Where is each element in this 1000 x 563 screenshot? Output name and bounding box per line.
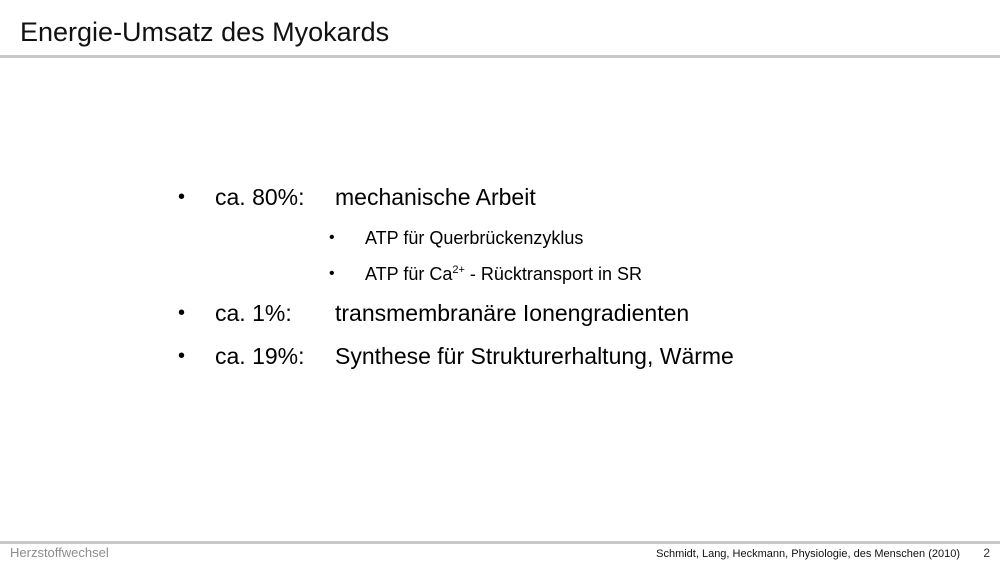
sub-bullet-text-prefix: ATP für Ca [365,264,453,284]
bullet-item-ion-gradients [178,298,878,328]
bullet-item-mechanical-work [178,182,878,212]
bullet-dot: • [178,345,186,367]
footer-section-label: Herzstoffwechsel [10,545,109,560]
footer-citation: Schmidt, Lang, Heckmann, Physiologie, des Menschen (2010) [656,548,960,560]
bullet-description: transmembranäre Ionengradienten [335,300,690,326]
title-divider [0,55,1000,58]
slide-title: Energie-Umsatz des Myokards [20,17,390,47]
sub-bullet-text [365,262,642,286]
sub-bullet-text: ATP für Querbrückenzyklus [365,228,584,248]
bullet-description: Synthese für Strukturerhaltung, Wärme [335,343,734,369]
bullet-description: mechanische Arbeit [335,184,536,210]
sub-bullet-item-calcium-reuptake [329,262,829,286]
sub-bullet-dot: • [329,265,335,282]
page-number: 2 [983,546,990,560]
bullet-item-synthesis [178,341,878,371]
bullet-percent: ca. 1%: [215,300,292,326]
sub-bullet-text-suffix: - Rücktransport in SR [464,264,642,284]
footer-divider [0,541,1000,544]
calcium-charge-superscript: 2+ [452,264,465,276]
bullet-percent: ca. 19%: [215,343,305,369]
sub-bullet-dot: • [329,229,335,246]
sub-bullet-item-crossbridge-cycle [329,226,829,250]
bullet-percent: ca. 80%: [215,184,305,210]
bullet-dot: • [178,302,186,324]
bullet-dot: • [178,186,186,208]
